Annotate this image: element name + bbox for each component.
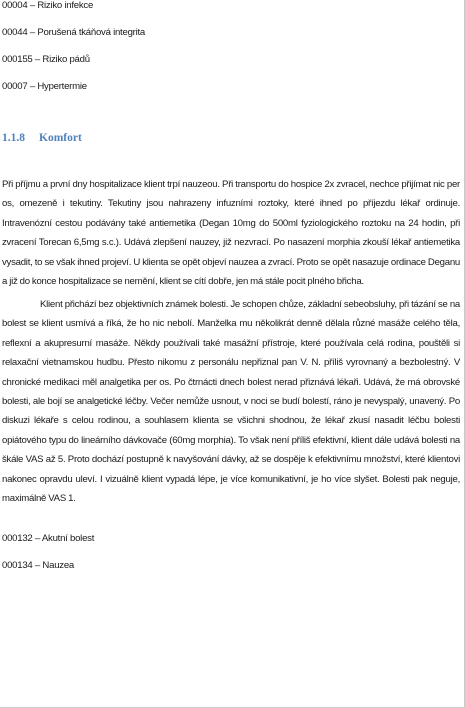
section-number: 1.1.8 (2, 132, 25, 144)
diagnosis-line: 00004 – Riziko infekce (2, 0, 94, 11)
diagnosis-line: 000132 – Akutní bolest (2, 533, 95, 544)
paragraph-nausea: Při příjmu a první dny hospitalizace klient trpí nauzeou. Při transportu do hospice 2x zvracel, nechce přijímat nic per os, omezeně i tekutiny. Tekutiny jsou nahrazeny infuzními roztoky, které ihned po příjezdu lékař ordinuje. Intravenózní cestou podávány také antiemetika (Degan 10mg do 500ml fyziologického roztoku na 24 hodin, při zvracení Torecan 6,5mg s.c.). Udává zlepšení nauzey, již nezvrací. Po nasazení morphia zkouší lékař antiemetika vysadit, to se však ihned projeví. U klienta se opět objeví nauzea a zvrací. Proto se opět nasazuje ordinace Deganu a již do konce hospitalizace se nemění, klient se cítí dobře, jen má stále pocit plného břicha. (2, 179, 460, 288)
diagnosis-line: 00044 – Porušená tkáňová integrita (2, 27, 145, 38)
diagnosis-line: 00007 – Hypertermie (2, 81, 87, 92)
diagnosis-line: 000134 – Nauzea (2, 560, 74, 571)
section-heading (2, 132, 82, 144)
paragraph-pain: Klient přichází bez objektivních známek bolesti. Je schopen chůze, základní sebeobsluhy, při tázání se na bolest se klient usmívá a říká, že ho nic nebolí. Manželka mu několikrát denně dělala různé masáže celého těla, reflexní a akupresurní masáže. Někdy používali také masážní přístroje, které používala celá rodina, pouštěli si relaxační vietnamskou hudbu. Přesto nikomu z personálu nepřiznal pan V. N. příliš vyrovnaný a bezbolestný. V chronické medikaci měl analgetika per os. Po čtrnácti dnech bolest nerad přiznává lékaři. Udává, že má obrovské bolesti, ale bojí se analgetické léčby. Večer nemůže usnout, v noci se budí bolestí, ráno je nevyspalý, unavený. Po diskuzi lékaře s celou rodinou, a souhlasem klienta se všichni shodnou, že lékař zkusí nasadit léčbu bolesti opiátového typu do lineárního dávkovače (60mg morphia). To však není příliš efektivní, klient dále udává bolesti na škále VAS až 5. Proto dochází postupně k navyšování dávky, až se dospěje k efektivnímu množství, které klientovi nakonec opravdu uleví. I vizuálně klient vypadá lépe, je více komunikativní, je ho více slyšet. Bolesti pak neguje, maximálně VAS 1. (2, 299, 460, 505)
diagnosis-line: 000155 – Riziko pádů (2, 54, 90, 65)
section-title: Komfort (39, 132, 82, 144)
